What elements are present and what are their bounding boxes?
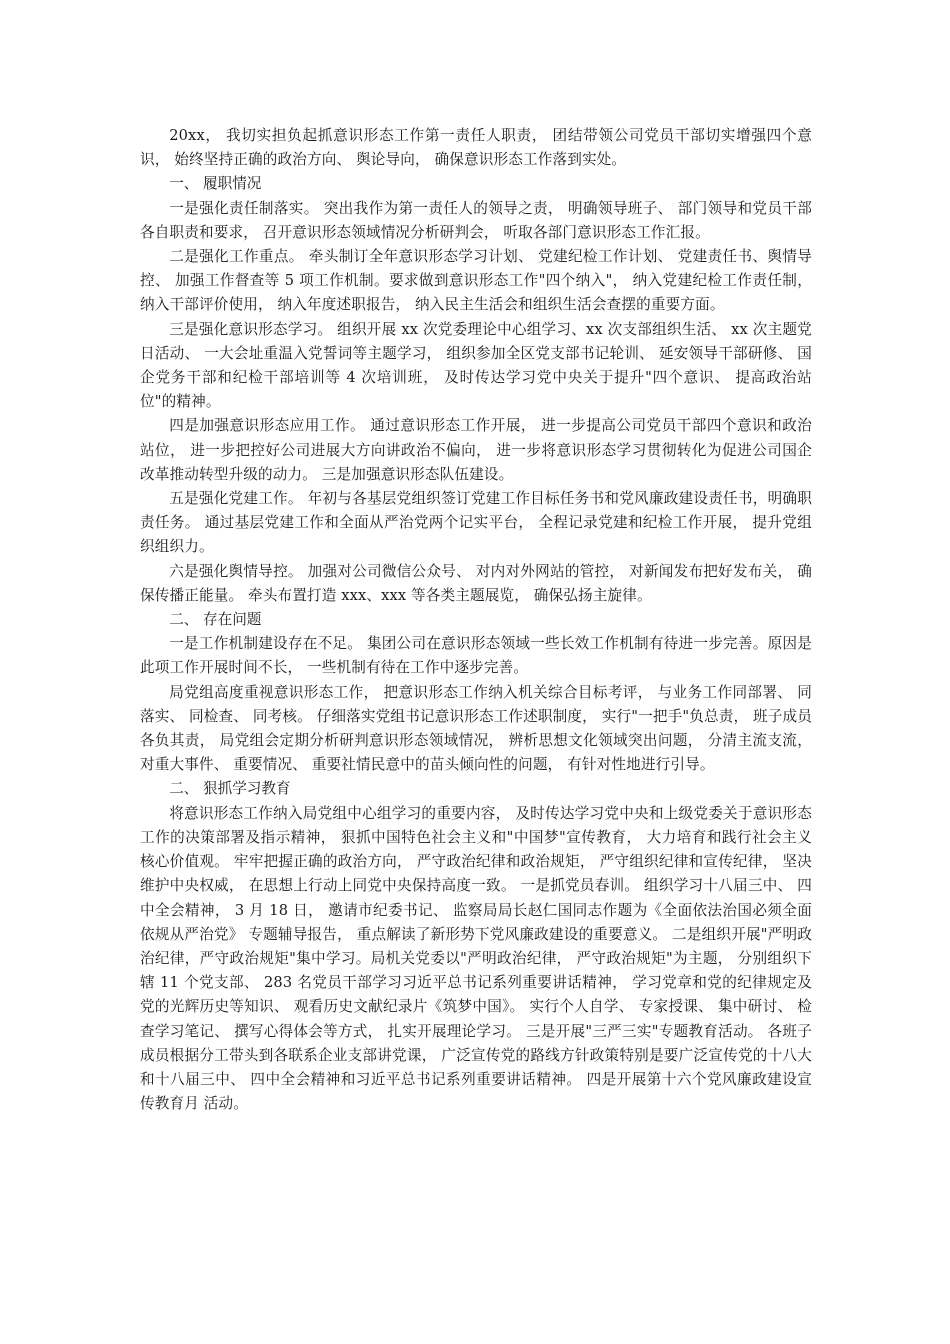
document-page bbox=[140, 124, 812, 1116]
paragraph-party-group-attention: 局党组高度重视意识形态工作， 把意识形态工作纳入机关综合目标考评， 与业务工作同部署、 同落实、 同检查、 同考核。 仔细落实党组书记意识形态工作述职制度， 实行"一把手"负总责， 班子成员各负其责， 局党组会定期分析研判意识形态领域情况， 辨析思想文化领域突出问题， 分清主流支流， 对重大事件、 重要情况、 重要社情民意中的苗头倾向性的问题， 有针对性地进行引导。 bbox=[140, 683, 812, 774]
paragraph-mechanism-deficiency: 一是工作机制建设存在不足。 集团公司在意识形态领域一些长效工作机制有待进一步完善。原因是此项工作开展时间不长， 一些机制有待在工作中逐步完善。 bbox=[140, 635, 812, 677]
section-heading-existing-problems: 二、 存在问题 bbox=[169, 611, 262, 629]
paragraph-work-focus: 二是强化工作重点。 牵头制订全年意识形态学习计划、 党建纪检工作计划、 党建责任书、舆情导控、 加强工作督查等 5 项工作机制。要求做到意识形态工作"四个纳入"， 纳入党建纪检工作责任制， 纳入干部评价使用， 纳入年度述职报告， 纳入民主生活会和组织生活会查摆的重要方面。 bbox=[140, 248, 812, 314]
paragraph-ideology-study: 三是强化意识形态学习。 组织开展 xx 次党委理论中心组学习、xx 次支部组织生活、 xx 次主题党日活动、 一大会址重温入党誓词等主题学习， 组织参加全区党支部书记轮训、 延安领导干部研修、 国企党务干部和纪检干部培训等 4 次培训班， 及时传达学习党中央关于提升"四个意识、 提高政治站位"的精神。 bbox=[140, 320, 812, 411]
section-heading-learning-education: 二、 狠抓学习教育 bbox=[169, 780, 291, 798]
paragraph-learning-education: 将意识形态工作纳入局党组中心组学习的重要内容， 及时传达学习党中央和上级党委关于意识形态工作的决策部署及指示精神， 狠抓中国特色社会主义和"中国梦"宣传教育， 大力培育和践行社会主义核心价值观。 牢牢把握正确的政治方向， 严守政治纪律和政治规矩， 严守组织纪律和宣传纪律， 坚决维护中央权威， 在思想上行动上同党中央保持高度一致。 一是抓党员春训。 组织学习十八届三中、 四中全会精神， 3 月 18 日， 邀请市纪委书记、 监察局局长赵仁国同志作题为《全面依法治国必须全面依规从严治党》 专题辅导报告， 重点解读了新形势下党风廉政建设的重要意义。 二是组织开展"严明政治纪律，严守政治规矩"集中学习。局机关党委以"严明政治纪律， 严守政治规矩"为主题， 分别组织下辖 11 个党支部、 283 名党员干部学习习近平总书记系列重要讲话精神， 学习党章和党的纪律规定及党的光辉历史等知识、 观看历史文献纪录片《筑梦中国》。 实行个人自学、 专家授课、 集中研讨、 检查学习笔记、 撰写心得体会等方式， 扎实开展理论学习。 三是开展"三严三实"专题教育活动。 各班子成员根据分工带头到各联系企业支部讲党课， 广泛宣传党的路线方针政策特别是要广泛宣传党的十八大和十八届三中、 四中全会精神和习近平总书记系列重要讲话精神。 四是开展第十六个党风廉政建设宣传教育月 活动。 bbox=[140, 804, 812, 1113]
section-heading-duty-performance: 一、 履职情况 bbox=[169, 175, 262, 193]
intro-paragraph: 20xx， 我切实担负起抓意识形态工作第一责任人职责， 团结带领公司党员干部切实增强四个意识， 始终坚持正确的政治方向、 舆论导向， 确保意识形态工作落到实处。 bbox=[140, 127, 812, 169]
paragraph-ideology-application: 四是加强意识形态应用工作。 通过意识形态工作开展， 进一步提高公司党员干部四个意识和政治站位， 进一步把控好公司进展大方向讲政治不偏向， 进一步将意识形态学习贯彻转化为促进公司国企改革推动转型升级的动力。 三是加强意识形态队伍建设。 bbox=[140, 417, 812, 483]
paragraph-party-building: 五是强化党建工作。 年初与各基层党组织签订党建工作目标任务书和党风廉政建设责任书，明确职责任务。 通过基层党建工作和全面从严治党两个记实平台， 全程记录党建和纪检工作开展， 提升党组织组织力。 bbox=[140, 490, 812, 556]
paragraph-responsibility: 一是强化责任制落实。 突出我作为第一责任人的领导之责， 明确领导班子、 部门领导和党员干部各自职责和要求， 召开意识形态领域情况分析研判会， 听取各部门意识形态工作汇报。 bbox=[140, 199, 812, 241]
paragraph-public-opinion: 六是强化舆情导控。 加强对公司微信公众号、 对内对外网站的管控， 对新闻发布把好发布关， 确保传播正能量。 牵头布置打造 xxx、xxx 等各类主题展览， 确保弘扬主旋律。 bbox=[140, 562, 812, 604]
